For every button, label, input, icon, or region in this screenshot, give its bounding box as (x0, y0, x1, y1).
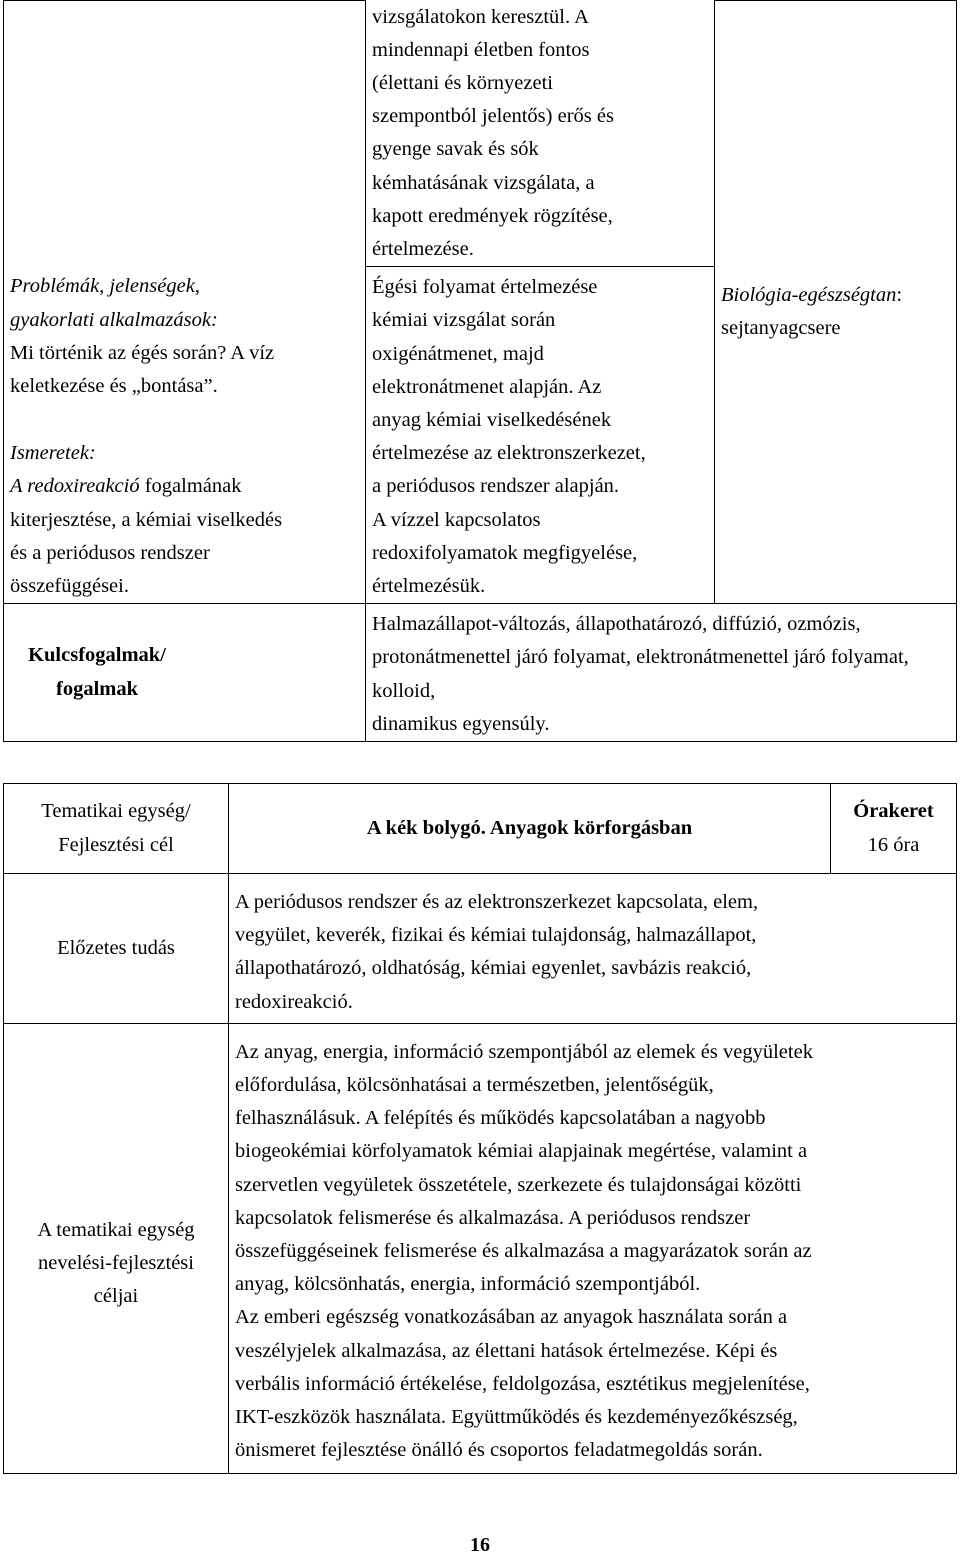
text-line: fogalmak (56, 677, 138, 700)
text-line: dinamikus egyensúly. (372, 712, 550, 735)
text-line: keletkezése és „bontása”. (10, 374, 218, 397)
hours-cell (831, 784, 957, 874)
text-line: mindennapi életben fontos (372, 38, 590, 61)
text-line: kémhatásának vizsgálata, a (372, 171, 595, 194)
unit-title: A kék bolygó. Anyagok körforgásban (366, 816, 693, 839)
text-line: Kulcsfogalmak/ (28, 644, 166, 667)
hours-value: 16 óra (867, 833, 920, 856)
connections-cell-top (715, 1, 957, 604)
redox-term: A redoxireakció (10, 475, 140, 498)
text-line: vegyület, keverék, fizikai és kémiai tulajdonság, halmazállapot, (235, 924, 757, 947)
activities-cell (366, 267, 715, 604)
text-line: Problémák, jelenségek, (10, 275, 200, 298)
text-line: Mi történik az égés során? A víz (10, 341, 275, 364)
knowledge-heading: Ismeretek: (10, 442, 96, 465)
text-line: céljai (93, 1285, 139, 1308)
text-line: (élettani és környezeti (372, 71, 553, 94)
text-line: nevelési-fejlesztési (38, 1252, 194, 1275)
curriculum-table-upper (3, 0, 957, 742)
text-line: Égési folyamat értelmezése (372, 276, 598, 299)
text-line: veszélyjelek alkalmazása, az élettani hatások értelmezése. Képi és (235, 1339, 778, 1362)
text-line: értelmezésük. (372, 574, 486, 597)
text-line: a periódusos rendszer alapján. (372, 475, 620, 498)
text-line: önismeret fejlesztése önálló és csoportos feladatmegoldás során. (235, 1439, 763, 1462)
text-line (10, 470, 359, 503)
text-line: értelmezése az elektronszerkezet, (372, 442, 646, 465)
text-line: sejtanyagcsere (721, 317, 841, 340)
text-line: előfordulása, kölcsönhatásai a természetben, jelentőségük, (235, 1074, 714, 1097)
text-run: : (896, 284, 903, 306)
text-line: gyakorlati alkalmazások: (10, 308, 218, 331)
text-line: Halmazállapot-változás, állapothatározó, diffúzió, ozmózis, (372, 613, 861, 636)
prior-knowledge-label (4, 874, 229, 1024)
text-line: és a periódusos rendszer (10, 541, 210, 564)
text-line: anyag kémiai viselkedésének (372, 408, 612, 431)
text-line: redoxireakció. (235, 990, 353, 1013)
text-line: kiterjesztése, a kémiai viselkedés (10, 508, 283, 531)
text-line: állapothatározó, oldhatóság, kémiai egyenlet, savbázis reakció, (235, 957, 752, 980)
text-line: szervetlen vegyületek összetétele, szerkezete és tulajdonságai közötti (235, 1173, 802, 1196)
problems-text (10, 337, 359, 403)
problems-heading (10, 270, 359, 336)
text-line: A periódusos rendszer és az elektronszerkezet kapcsolata, elem, (235, 891, 759, 913)
key-concepts-label (4, 604, 366, 742)
text-line: kapott eredmények rögzítése, (372, 204, 613, 227)
key-concepts-text (366, 604, 957, 742)
text-line: Fejlesztési cél (58, 833, 174, 856)
knowledge-text (10, 470, 359, 603)
unit-title-cell (229, 784, 831, 874)
goals-label (4, 1023, 229, 1474)
text-line: összefüggései. (10, 574, 129, 597)
unit-label (4, 784, 229, 874)
text-line: kémiai vizsgálat során (372, 309, 556, 332)
subject-name: Biológia-egészségtan (721, 284, 897, 306)
curriculum-table-lower (3, 783, 957, 1474)
text-line: vizsgálatokon keresztül. A (372, 5, 589, 28)
goals-text (229, 1023, 957, 1474)
text-line: értelmezése. (372, 237, 474, 260)
label-text: Előzetes tudás (57, 936, 175, 959)
connections-text (721, 279, 950, 312)
text-line: oxigénátmenet, majd (372, 342, 544, 365)
text-run: fogalmának (139, 475, 242, 498)
text-line: IKT-eszközök használata. Együttműködés és kezdeményezőkészség, (235, 1406, 798, 1429)
prior-knowledge-text (229, 874, 957, 1024)
text-line: verbális információ értékelése, feldolgozása, esztétikus megjelenítése, (235, 1372, 810, 1395)
text-line: Az emberi egészség vonatkozásában az anyagok használata során a (235, 1306, 788, 1329)
text-line: Tematikai egység/ (41, 800, 191, 823)
text-line: redoxifolyamatok megfigyelése, (372, 541, 638, 564)
text-line: biogeokémiai körfolyamatok kémiai alapjainak megértése, valamint a (235, 1140, 808, 1163)
key-concepts-heading (4, 639, 190, 705)
hours-label: Órakeret (853, 800, 934, 823)
text-line: összefüggéseinek felismerése és alkalmazása a magyarázatok során az (235, 1240, 812, 1263)
text-line: szempontból jelentős) erős és (372, 105, 614, 128)
page-number: 16 (470, 1534, 490, 1556)
activities-cell-continued (366, 1, 715, 267)
problems-cell (4, 1, 366, 604)
text-line: A tematikai egység (37, 1218, 195, 1241)
text-line: A vízzel kapcsolatos (372, 508, 541, 531)
text-line: Az anyag, energia, információ szempontjából az elemek és vegyületek (235, 1040, 813, 1063)
text-line: elektronátmenet alapján. Az (372, 375, 602, 398)
text-line: gyenge savak és sók (372, 138, 539, 161)
text-line: anyag, kölcsönhatás, energia, információ szempontjából. (235, 1273, 701, 1296)
text-line: protonátmenettel járó folyamat, elektronátmenettel járó folyamat, kolloid, (372, 646, 909, 702)
text-line: felhasználásuk. A felépítés és működés kapcsolatában a nagyobb (235, 1107, 766, 1130)
text-line: kapcsolatok felismerése és alkalmazása. A periódusos rendszer (235, 1206, 751, 1229)
